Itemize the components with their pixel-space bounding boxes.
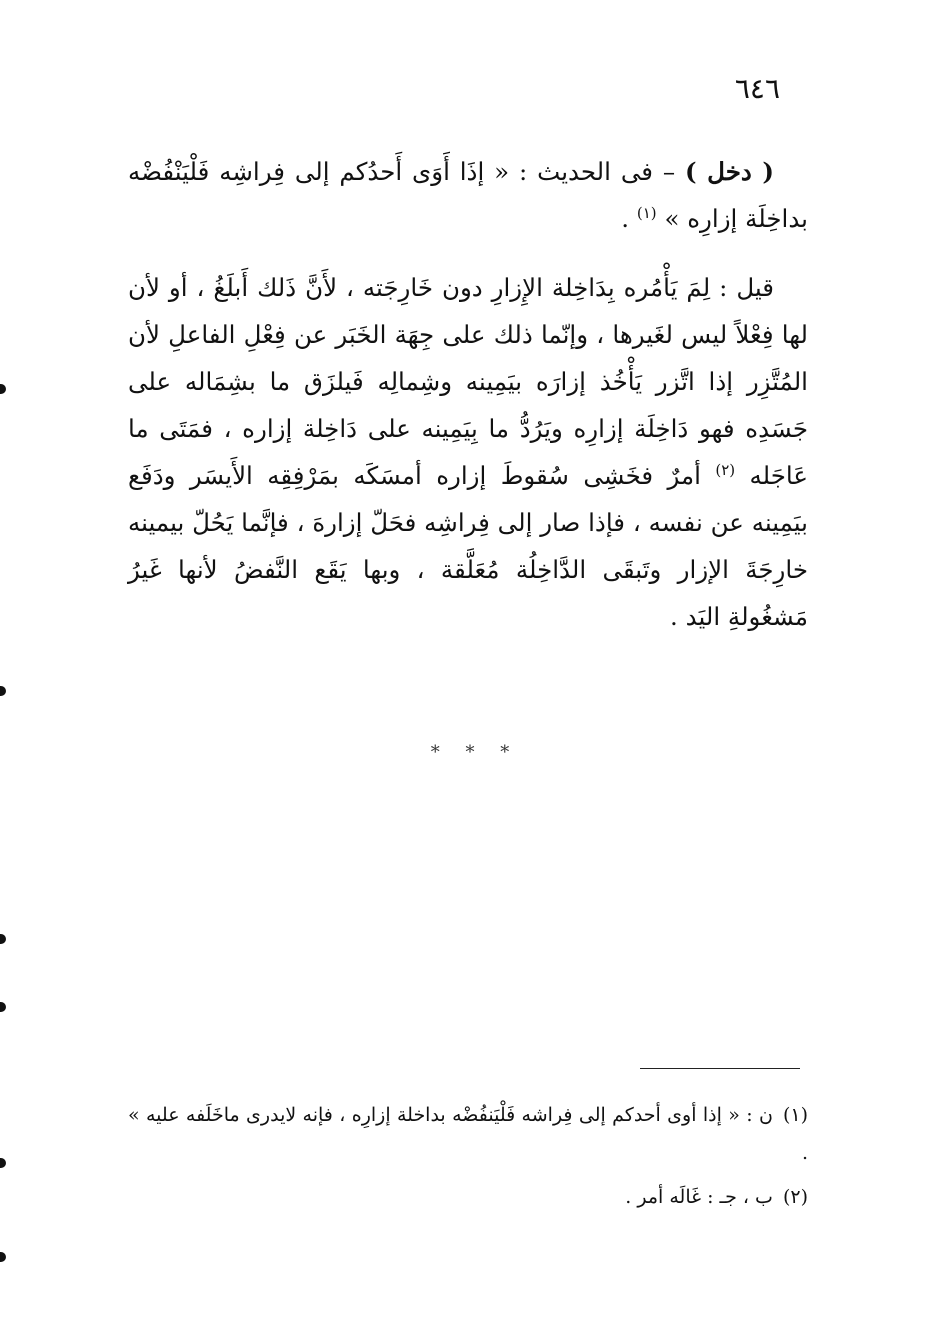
entry-headword: ( دخل )	[684, 157, 774, 186]
footnote-text: ب ، جـ : غَالَه أمر .	[625, 1186, 773, 1208]
scan-margin-mark	[0, 934, 6, 944]
entry-intro-end: .	[621, 204, 637, 233]
section-separator: * * *	[430, 742, 520, 763]
footnote-marker: (١)	[782, 1104, 808, 1126]
footnotes	[128, 1096, 808, 1222]
footnote-reference-1[interactable]: (١)	[636, 203, 657, 222]
entry-intro-text: – فى الحديث : « إذَا أَوَى أَحدُكم إلى فِراشِه فَلْيَنْفُضْه بداخِلَة إزارِه »	[128, 157, 808, 233]
entry-paragraph	[128, 148, 808, 242]
footnote-reference-2[interactable]: (٢)	[715, 460, 736, 479]
commentary-paragraph	[128, 264, 808, 640]
commentary-text-part-1: قيل : لِمَ يَأْمُره بِدَاخِلة الإِزارِ دون خَارِجَته ، لأَنَّ ذَلك أَبلَغُ ، أو لأن لها فِعْلاً ليس لغَيرها ، وإنّما ذلك على جِهَة الخَبَر عن فِعْلِ الفاعلِ لأن المُتَّزِر إذا اتَّزر يَأْخُذ إزارَه بيَمِينه وشِمالِه فَيلزَق ما بشِمَاله على جَسَدِه فهو دَاخِلَة إزارِه ويَرُدُّ ما بِيَمِينه على دَاخِلة إزاره ، فمَتَى ما عَاجَله	[128, 273, 809, 490]
footnote-divider	[640, 1068, 800, 1069]
footnote-1	[128, 1096, 808, 1172]
footnote-marker: (٢)	[782, 1186, 808, 1208]
scan-margin-mark	[0, 686, 6, 696]
scan-margin-mark	[0, 1002, 6, 1012]
commentary-text-part-2: أمرٌ فخَشِى سُقوطَ إزاره أمسَكَه بمَرْفِقِه الأَيسَر ودَفَع بيَمِينه عن نفسه ، فإذا صار إلى فِراشِه فحَلّ إزارهَ ، فإنَّما يَحُلّ بيمينه خارِجَةَ الإزار وتَبقَى الدَّاخِلُة مُعَلَّقة ، وبها يَقَع النَّفضُ لأنها غَيرُ مَشغُولةِ اليَد .	[128, 461, 808, 631]
footnote-2	[128, 1178, 808, 1216]
scan-margin-mark	[0, 1158, 6, 1168]
scan-margin-mark	[0, 1252, 6, 1262]
page-number: ٦٤٦	[734, 72, 780, 105]
scan-margin-mark	[0, 384, 6, 394]
footnote-text: ن : « إذا أوى أحدكم إلى فِراشه فَلْيَنفُضْه بداخلة إزارِه ، فإنه لايدرى ماخَلَفه عليه » .	[128, 1104, 808, 1164]
